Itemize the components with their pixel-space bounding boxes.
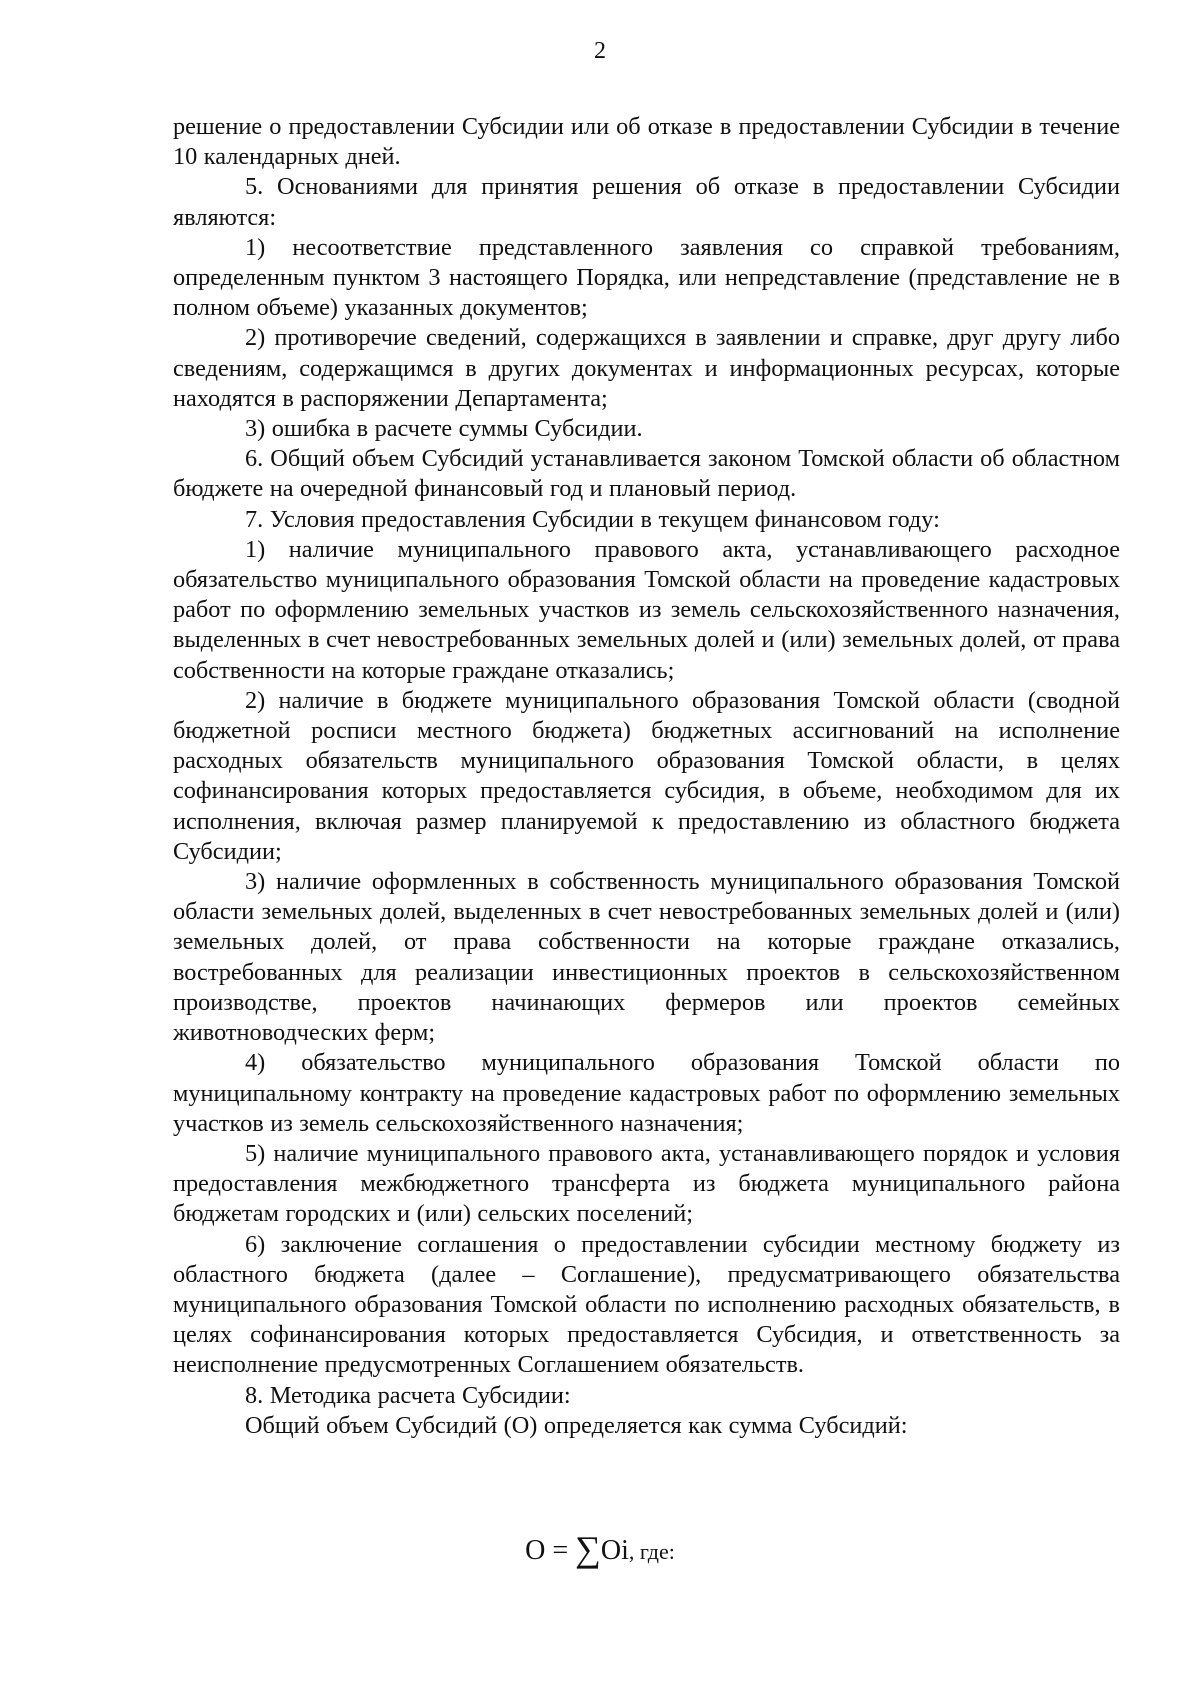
paragraph-item-5: 5. Основаниями для принятия решения об отказе в предоставлении Субсидии являются: [173, 173, 1120, 231]
page-number: 2 [594, 38, 606, 64]
paragraph-item-5-2: 2) противоречие сведений, содержащихся в заявлении и справке, друг другу либо сведениям, содержащимся в других документах и информационных ресурсах, которые находятся в распоряжении Департамента; [173, 324, 1120, 412]
paragraph-item-7-2: 2) наличие в бюджете муниципального образования Томской области (сводной бюджетной росписи местного бюджета) бюджетных ассигнований на исполнение расходных обязательств муниципального образования Томской области, в целях софинансирования которых предоставляется субсидия, в объеме, необходимом для их исполнения, включая размер планируемой к предоставлению из областного бюджета Субсидии; [173, 686, 1120, 865]
paragraph-item-7-1: 1) наличие муниципального правового акта, устанавливающего расходное обязательство муниципального образования Томской области на проведение кадастровых работ по оформлению земельных участков из земель сельскохозяйственного назначения, выделенных в счет невостребованных земельных долей и (или) земельных долей, от права собственности на которые граждане отказались; [173, 535, 1120, 684]
paragraph-total-volume: Общий объем Субсидий (О) определяется как сумма Субсидий: [245, 1411, 908, 1439]
sigma-symbol: ∑ [575, 1529, 601, 1569]
paragraph-continuation: решение о предоставлении Субсидии или об отказе в предоставлении Субсидии в течение 10 календарных дней. [173, 113, 1120, 171]
paragraph-item-6: 6. Общий объем Субсидий устанавливается законом Томской области об областном бюджете на очередной финансовый год и плановый период. [173, 445, 1120, 503]
paragraph-item-8: 8. Методика расчета Субсидии: [245, 1381, 571, 1409]
paragraph-item-7-4: 4) обязательство муниципального образования Томской области по муниципальному контракту на проведение кадастровых работ по оформлению земельных участков из земель сельскохозяйственного назначения; [173, 1049, 1120, 1137]
paragraph-item-7: 7. Условия предоставления Субсидии в текущем финансовом году: [245, 505, 940, 533]
document-body [173, 112, 1120, 1441]
paragraph-item-5-3: 3) ошибка в расчете суммы Субсидии. [245, 415, 643, 443]
paragraph-item-7-6: 6) заключение соглашения о предоставлении субсидии местному бюджету из областного бюджета (далее – Соглашение), предусматривающего обязательства муниципального образования Томской области по исполнению расходных обязательств, в целях софинансирования которых предоставляется Субсидия, и ответственность за неисполнение предусмотренных Соглашением обязательств. [173, 1230, 1120, 1379]
formula-total-subsidy [0, 1527, 1200, 1572]
formula-suffix: , где: [628, 1539, 675, 1564]
formula-lhs: О = [525, 1535, 569, 1566]
paragraph-item-7-3: 3) наличие оформленных в собственность муниципального образования Томской области земельных долей, выделенных в счет невостребованных земельных долей и (или) земельных долей, от права собственности на которые граждане отказались, востребованных для реализации инвестиционных проектов в сельскохозяйственном производстве, проектов начинающих фермеров или проектов семейных животноводческих ферм; [173, 868, 1120, 1047]
paragraph-item-5-1: 1) несоответствие представленного заявления со справкой требованиям, определенным пунктом 3 настоящего Порядка, или непредставление (представление не в полном объеме) указанных документов; [173, 233, 1120, 322]
formula-term: Oi [600, 1535, 629, 1566]
paragraph-item-7-5: 5) наличие муниципального правового акта, устанавливающего порядок и условия предоставления межбюджетного трансферта из бюджета муниципального района бюджетам городских и (или) сельских поселений; [173, 1139, 1120, 1228]
